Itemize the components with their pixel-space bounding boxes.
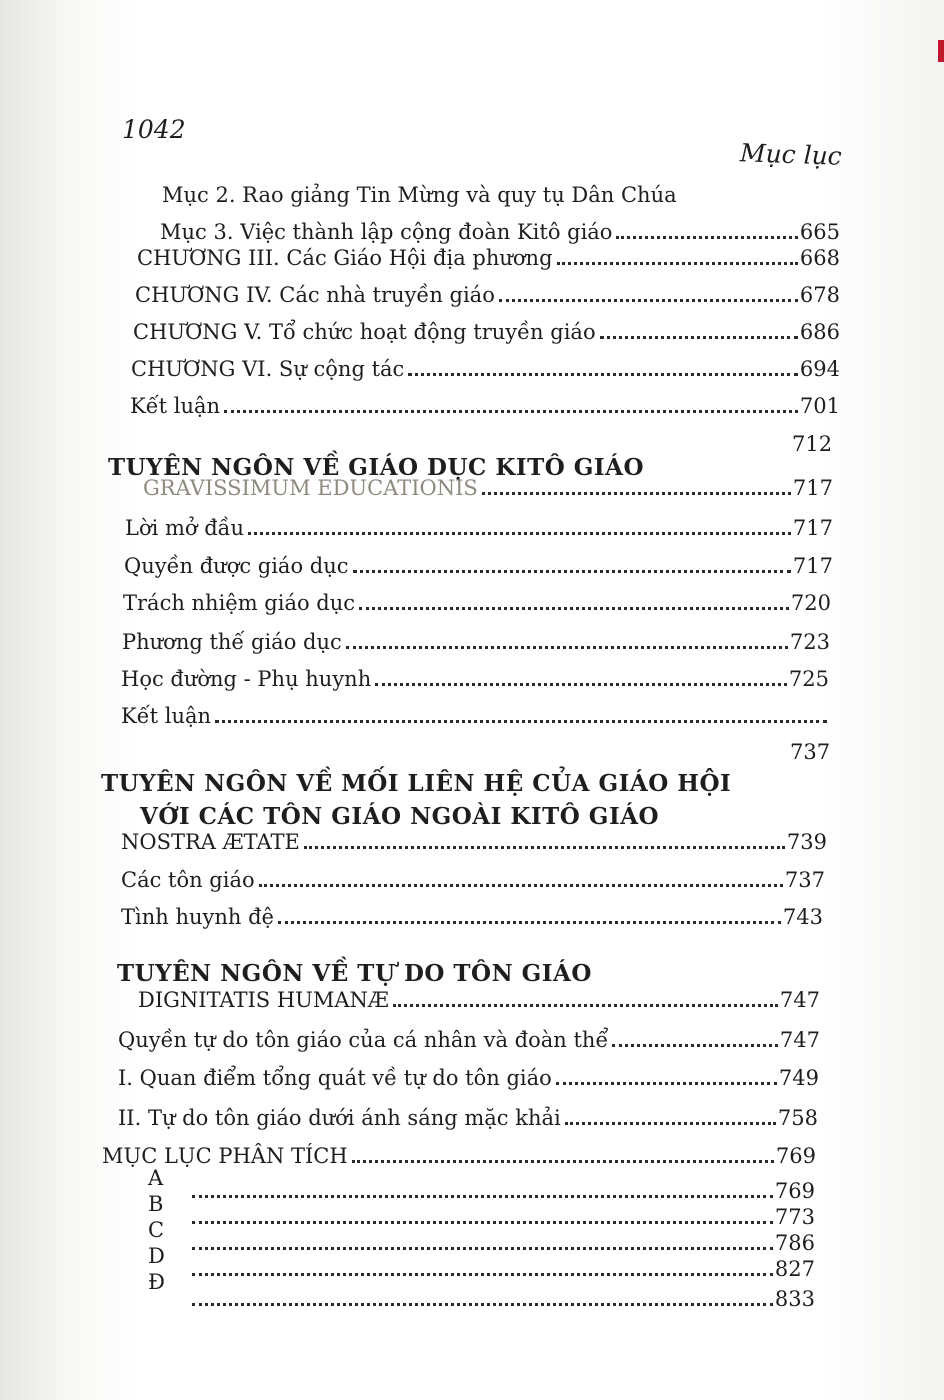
section-title-religions-line1: TUYÊN NGÔN VỀ MỐI LIÊN HỆ CỦA GIÁO HỘI xyxy=(101,770,732,797)
toc-entry-page: 747 xyxy=(779,1028,820,1052)
toc-entry-page: 717 xyxy=(792,476,833,500)
toc-entry-page: 720 xyxy=(790,591,831,615)
latin-title: DIGNITATIS HUMANÆ xyxy=(138,988,389,1012)
toc-entry[interactable] xyxy=(190,1289,815,1310)
toc-entry-label: Mục 2. Rao giảng Tin Mừng và quy tụ Dân Chúa xyxy=(162,183,677,207)
toc-entry[interactable] xyxy=(133,322,840,343)
toc-entry-page: 725 xyxy=(788,667,829,691)
leader-dots xyxy=(556,1081,777,1085)
index-letter: B xyxy=(148,1192,164,1216)
running-head: Mục lục xyxy=(739,138,843,171)
leader-dots xyxy=(192,1220,773,1224)
toc-entry[interactable] xyxy=(143,478,833,499)
toc-entry-page: 694 xyxy=(799,357,840,381)
index-letter: A xyxy=(148,1166,164,1190)
toc-entry[interactable] xyxy=(121,870,825,891)
toc-entry[interactable] xyxy=(121,706,829,727)
toc-entry-page: 737 xyxy=(784,868,825,892)
leader-dots xyxy=(346,645,788,649)
toc-entry-page: 665 xyxy=(799,220,840,244)
toc-entry-label: Trách nhiệm giáo dục xyxy=(123,591,356,615)
latin-title: GRAVISSIMUM EDUCATIONIS xyxy=(143,476,478,500)
toc-entry-page: 827 xyxy=(774,1257,815,1281)
section-title-education: TUYÊN NGÔN VỀ GIÁO DỤC KITÔ GIÁO xyxy=(108,454,645,481)
toc-entry[interactable] xyxy=(118,1108,818,1129)
toc-entry-page: 668 xyxy=(799,246,840,270)
toc-entry-label: CHƯƠNG IV. Các nhà truyền giáo xyxy=(135,283,495,307)
toc-entry-page: 749 xyxy=(778,1066,819,1090)
toc-entry-page: 769 xyxy=(775,1144,816,1168)
toc-entry[interactable] xyxy=(190,1259,815,1280)
toc-entry[interactable] xyxy=(137,248,840,269)
leader-dots xyxy=(352,1159,774,1163)
toc-entry-page: 739 xyxy=(786,830,827,854)
toc-entry-label: CHƯƠNG VI. Sự cộng tác xyxy=(131,357,405,381)
toc-entry-label: Quyền tự do tôn giáo của cá nhân và đoàn thể xyxy=(118,1028,609,1052)
toc-entry[interactable] xyxy=(118,1068,819,1089)
toc-entry-label: I. Quan điểm tổng quát về tự do tôn giáo xyxy=(118,1066,552,1090)
leader-dots xyxy=(215,719,827,723)
toc-entry[interactable] xyxy=(135,285,840,306)
toc-entry-page: 743 xyxy=(782,905,823,929)
leader-dots xyxy=(393,1003,778,1007)
leader-dots xyxy=(612,1043,778,1047)
toc-entry-label: MỤC LỤC PHÂN TÍCH xyxy=(102,1144,348,1168)
toc-entry[interactable] xyxy=(121,907,823,928)
toc-entry[interactable] xyxy=(131,359,840,380)
toc-entry[interactable] xyxy=(122,632,830,653)
toc-entry-label: Phương thế giáo dục xyxy=(122,630,342,654)
toc-entry-label: CHƯƠNG III. Các Giáo Hội địa phương xyxy=(137,246,553,270)
leader-dots xyxy=(248,531,791,535)
leader-dots xyxy=(557,261,798,265)
toc-entry-label: Quyền được giáo dục xyxy=(124,554,349,578)
leader-dots xyxy=(304,845,785,849)
toc-entry[interactable] xyxy=(125,518,833,539)
section-title-religions-line2: VỚI CÁC TÔN GIÁO NGOÀI KITÔ GIÁO xyxy=(140,803,660,830)
toc-entry[interactable] xyxy=(160,222,840,243)
toc-page-number: 712 xyxy=(792,432,833,456)
leader-dots xyxy=(259,883,783,887)
toc-entry-label: Học đường - Phụ huynh xyxy=(121,667,372,691)
toc-entry[interactable] xyxy=(121,669,829,690)
toc-entry-label: Các tôn giáo xyxy=(121,868,255,892)
leader-dots xyxy=(224,409,798,413)
index-letter: D xyxy=(148,1244,165,1268)
toc-entry[interactable] xyxy=(190,1207,815,1228)
toc-entry[interactable] xyxy=(130,396,840,417)
toc-entry-page: 678 xyxy=(799,283,840,307)
toc-entry[interactable] xyxy=(124,556,833,577)
toc-entry-page: 686 xyxy=(799,320,840,344)
toc-entry[interactable] xyxy=(190,1181,815,1202)
leader-dots xyxy=(565,1121,776,1125)
leader-dots xyxy=(375,682,787,686)
section-title-freedom: TUYÊN NGÔN VỀ TỰ DO TÔN GIÁO xyxy=(117,960,592,987)
toc-entry-page: 717 xyxy=(792,516,833,540)
toc-entry-label: Kết luận xyxy=(121,704,212,728)
toc-entry-page: 723 xyxy=(789,630,830,654)
leader-dots xyxy=(600,335,798,339)
leader-dots xyxy=(192,1194,773,1198)
toc-entry-page: 833 xyxy=(774,1287,815,1311)
toc-entry-label: II. Tự do tôn giáo dưới ánh sáng mặc khải xyxy=(118,1106,561,1130)
index-letter: C xyxy=(148,1218,165,1242)
toc-entry[interactable] xyxy=(121,832,827,853)
toc-entry-page: 786 xyxy=(774,1231,815,1255)
toc-entry[interactable] xyxy=(123,593,831,614)
toc-entry-page: 747 xyxy=(779,988,820,1012)
toc-entry-page: 758 xyxy=(777,1106,818,1130)
toc-page-number: 737 xyxy=(790,740,831,764)
toc-entry-page: 773 xyxy=(774,1205,815,1229)
leader-dots xyxy=(192,1272,773,1276)
leader-dots xyxy=(278,920,781,924)
toc-entry[interactable] xyxy=(138,990,820,1011)
toc-entry-label: Lời mở đầu xyxy=(125,516,245,540)
toc-entry-page: 701 xyxy=(799,394,840,418)
toc-entry-label: CHƯƠNG V. Tổ chức hoạt động truyền giáo xyxy=(133,320,596,344)
leader-dots xyxy=(359,606,789,610)
toc-entry-label: Tình huynh đệ xyxy=(121,905,274,929)
leader-dots xyxy=(616,235,797,239)
latin-title: NOSTRA ÆTATE xyxy=(121,830,300,854)
toc-entry-page: 717 xyxy=(792,554,833,578)
leader-dots xyxy=(192,1302,773,1306)
toc-entry[interactable] xyxy=(162,185,682,206)
index-letter: Đ xyxy=(148,1270,165,1294)
leader-dots xyxy=(192,1246,773,1250)
leader-dots xyxy=(353,569,791,573)
leader-dots xyxy=(408,372,798,376)
toc-entry-page: 769 xyxy=(774,1179,815,1203)
toc-entry[interactable] xyxy=(190,1233,815,1254)
toc-entry[interactable] xyxy=(118,1030,820,1051)
toc-entry-label: Mục 3. Việc thành lập cộng đoàn Kitô giáo xyxy=(160,220,613,244)
page-number: 1042 xyxy=(122,115,186,144)
leader-dots xyxy=(482,491,791,495)
leader-dots xyxy=(499,298,798,302)
toc-entry-label: Kết luận xyxy=(130,394,221,418)
toc-entry[interactable] xyxy=(102,1146,816,1167)
